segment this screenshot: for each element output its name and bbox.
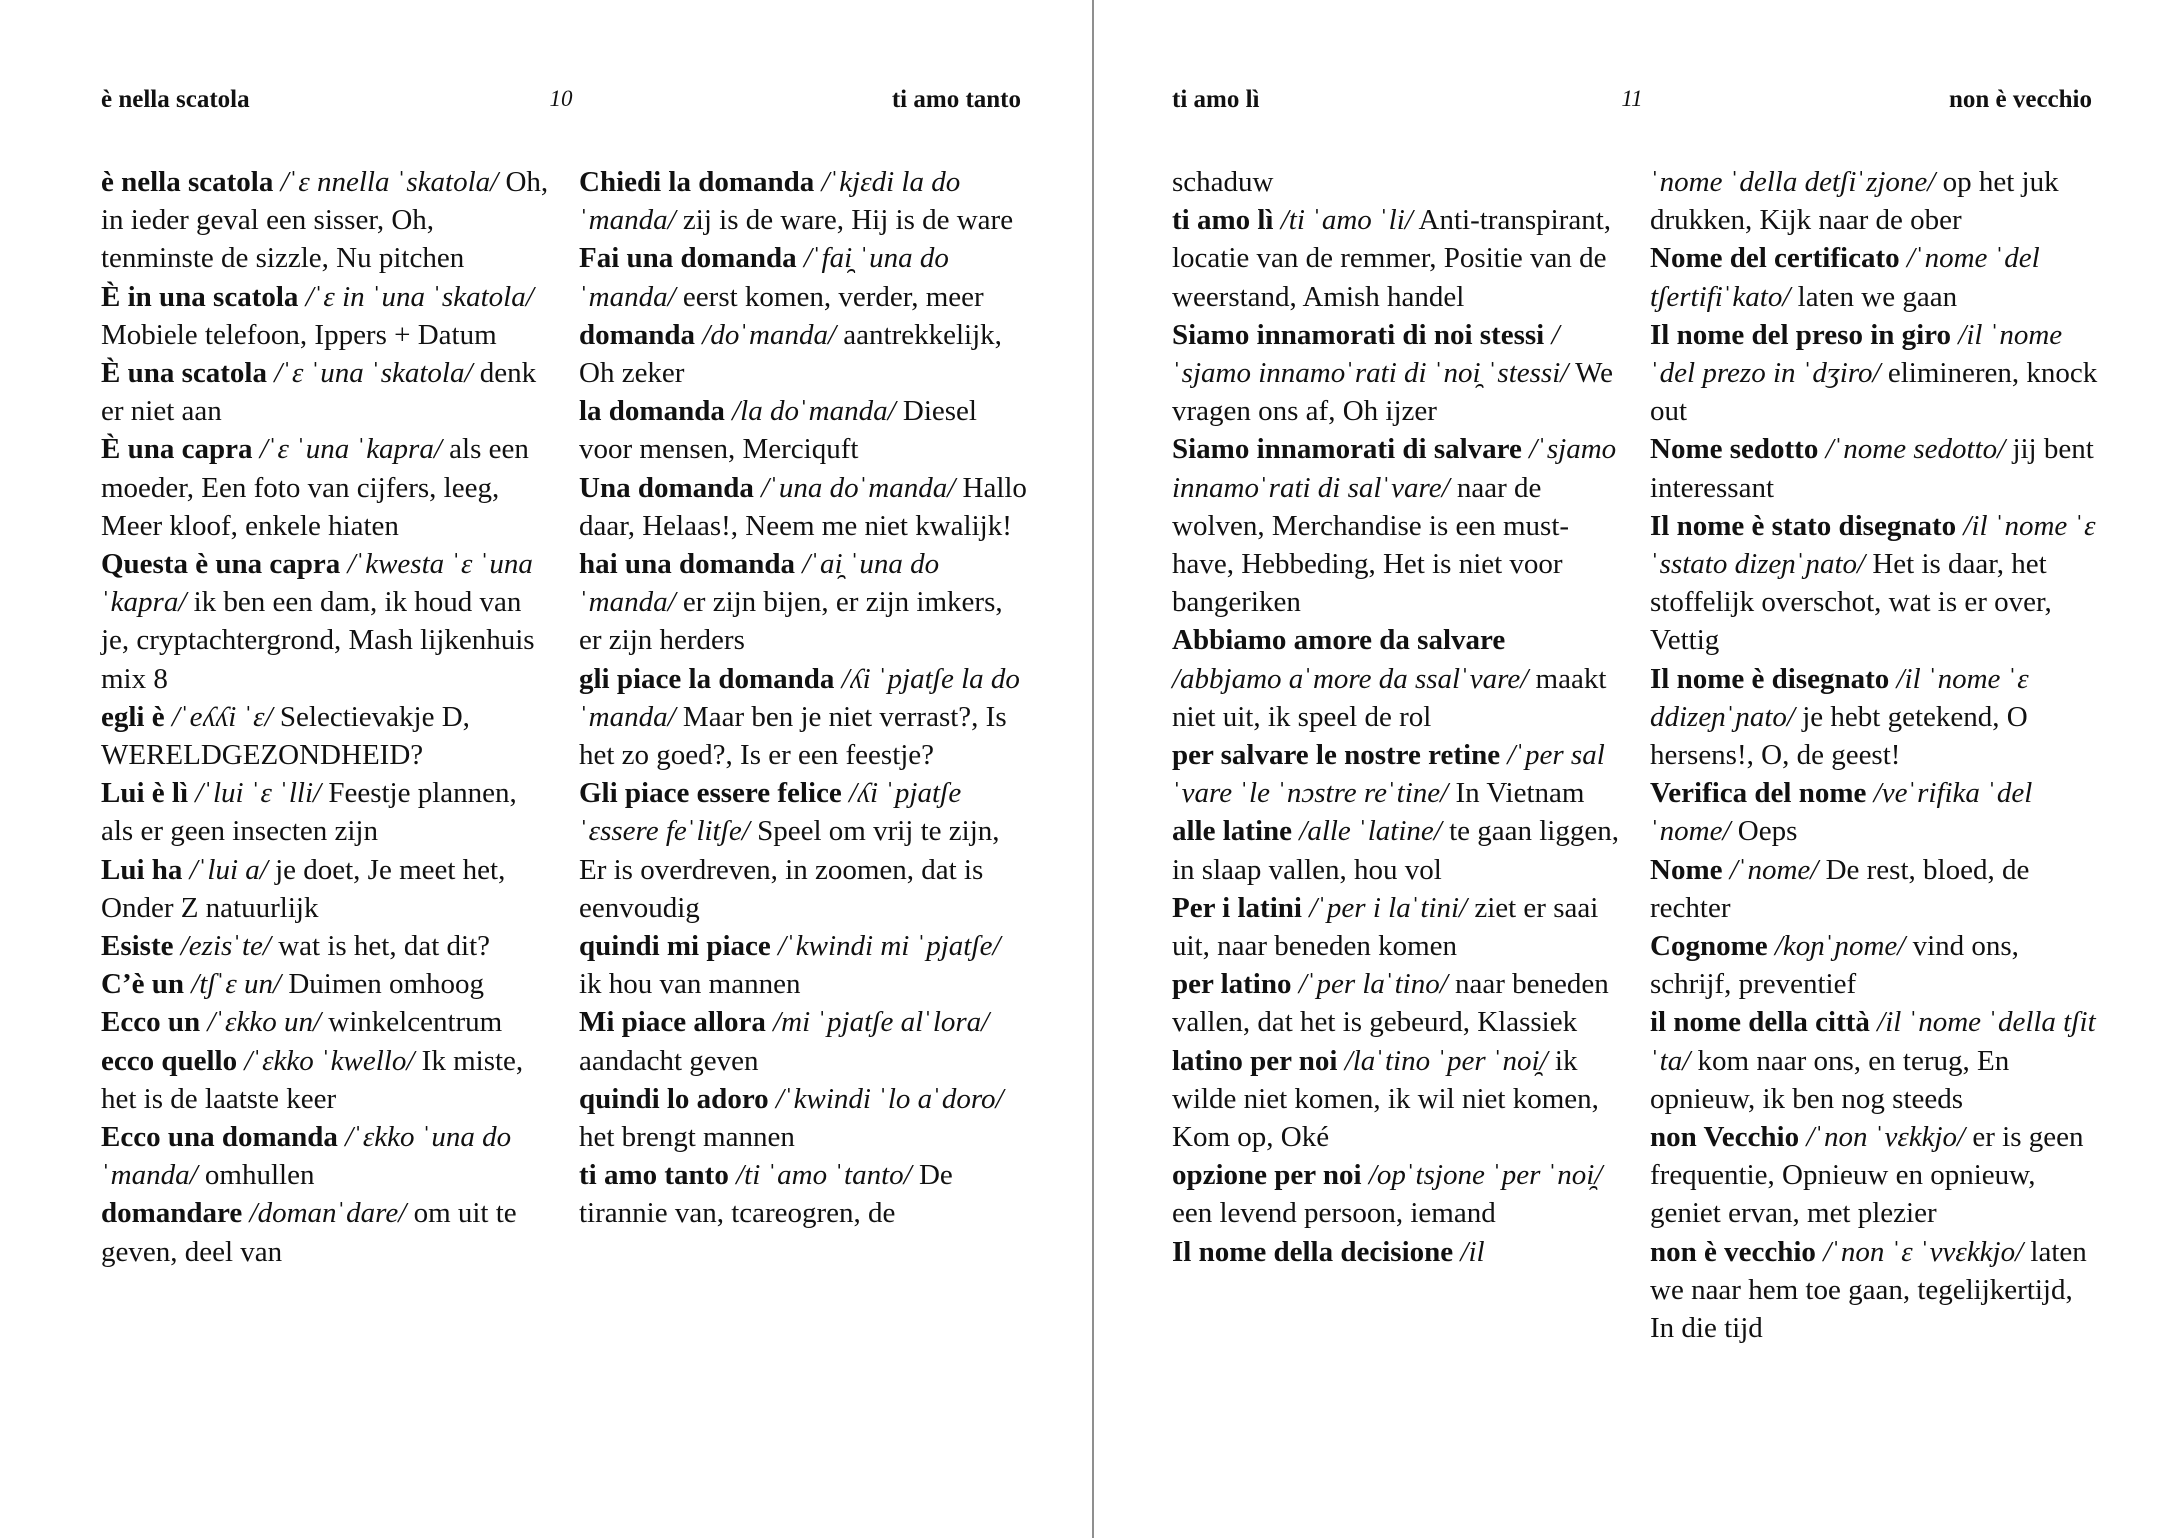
entry-gloss: een levend persoon, iemand [1172,1197,1496,1230]
entry-gloss: te gaan liggen, in slaap vallen, hou vol [1172,815,1619,886]
dictionary-entry [1172,736,1622,812]
entry-headword: hai una domanda [579,548,795,581]
dictionary-entry [1172,889,1622,965]
dictionary-entry [1650,660,2100,775]
dictionary-entry [1650,163,2100,239]
entry-gloss: winkelcentrum [328,1006,503,1039]
entry-headword: C’è un [101,968,184,1001]
dictionary-entry [1172,201,1622,316]
entry-headword: Il nome è disegnato [1650,662,1890,695]
entry-gloss: Ik miste, het is de laatste keer [101,1044,524,1115]
entry-headword: Nome sedotto [1650,433,1819,466]
entry-headword: Lui è lì [101,777,189,810]
entry-headword: ti amo lì [1172,204,1274,237]
entry-gloss: maakt niet uit, ik speel de rol [1172,662,1607,733]
entry-gloss: denk er niet aan [101,357,537,428]
entry-gloss: kom naar ons, en terug, En opnieuw, ik ben nog steeds [1650,1044,2010,1115]
dictionary-entry [101,545,551,698]
entry-gloss: laten we naar hem toe gaan, tegelijkertijd, In die tijd [1650,1235,2087,1345]
entry-pronunciation: /ˈnome/ [1729,853,1819,886]
entry-pronunciation: /mi ˈpjatʃe alˈlora/ [773,1006,990,1039]
entry-pronunciation: /ˈkwindi mi ˈpjatʃe/ [778,930,1001,963]
dictionary-entry [101,163,551,278]
entry-pronunciation: /domanˈdare/ [249,1197,407,1230]
entry-gloss: je doet, Je meet het, Onder Z natuurlijk [101,853,506,924]
column-1 [101,163,551,1271]
entry-pronunciation: /ˈɛkko un/ [207,1006,322,1039]
entry-headword: il nome della città [1650,1006,1870,1039]
dictionary-entry [1650,430,2100,506]
entry-gloss: naar beneden vallen, dat het is gebeurd, Klassiek [1172,968,1609,1039]
entry-headword: È una capra [101,433,253,466]
entry-pronunciation: /ˈeʎʎi ˈɛ/ [171,700,273,733]
entry-headword: Ecco un [101,1006,201,1039]
entry-gloss: je hebt getekend, O hersens!, O, de geest! [1650,700,2028,772]
entry-headword: Siamo innamorati di salvare [1172,433,1522,466]
dictionary-entry [101,927,551,965]
entry-headword: Il nome è stato disegnato [1650,509,1957,542]
entry-headword: gli piace la domanda [579,662,835,695]
column-2 [579,163,1029,1233]
entry-gloss: Oh, in ieder geval een sisser, Oh, tenminste de sizzle, Nu pitchen [101,166,549,275]
entry-pronunciation: /abbjamo aˈmore da ssalˈvare/ [1172,662,1529,695]
entry-gloss: In Vietnam [1455,777,1585,810]
dictionary-entry [579,239,1029,315]
entry-pronunciation: /ˈnome sedotto/ [1825,433,2006,466]
entry-gloss: schaduw [1172,166,1274,198]
dictionary-entry [579,545,1029,660]
dictionary-entry [1650,316,2100,431]
entry-pronunciation: /il ˈnome ˈdel prezo in ˈdʒiro/ [1650,318,2063,390]
dictionary-entry [579,660,1029,775]
entry-pronunciation: /ˈɛ in ˈuna ˈskatola/ [305,280,534,313]
entry-pronunciation: /ʎi ˈpjatʃe ˈɛssere feˈlitʃe/ [579,777,962,848]
entry-pronunciation: /ˈnome ˈdel tʃertifiˈkato/ [1650,242,2040,313]
entry-headword: alle latine [1172,815,1293,848]
dictionary-entry [1650,851,2100,927]
dictionary-entry [1172,430,1622,621]
entry-pronunciation: ˈnome ˈdella detʃiˈzjone/ [1650,166,1936,198]
entry-gloss: eerst komen, verder, meer [682,280,984,313]
entry-pronunciation: /il ˈnome ˈdella tʃitˈta/ [1650,1006,2096,1077]
dictionary-entry [1172,1233,1622,1271]
entry-headword: Nome del certificato [1650,242,1900,275]
entry-gloss: We vragen ons af, Oh ijzer [1172,357,1613,428]
entry-gloss: Anti-transpirant, locatie van de remmer, Positie van de weerstand, Amish handel [1172,204,1611,313]
header-first-entry: ti amo lì [1172,86,1260,113]
left-page [101,0,1027,1538]
entry-headword: per salvare le nostre retine [1172,739,1501,772]
entry-gloss: Duimen omhoog [288,968,485,1001]
entry-gloss: jij bent interessant [1650,433,2094,504]
entry-pronunciation: /ˈuna doˈmanda/ [761,471,956,504]
entry-pronunciation: /ˈnon ˈvɛkkjo/ [1806,1121,1966,1154]
dictionary-entry [101,851,551,927]
dictionary-entry [101,430,551,545]
entry-pronunciation: /ˈɛ ˈuna ˈskatola/ [274,357,473,390]
entry-headword: Per i latini [1172,891,1302,924]
dictionary-entry [1650,507,2100,660]
dictionary-entry [101,1194,551,1270]
entry-gloss: Hallo daar, Helaas!, Neem me niet kwalijk! [579,471,1027,542]
entry-headword: Esiste [101,930,174,963]
dictionary-entry [1650,1233,2100,1348]
entry-gloss: Het is daar, het stoffelijk overschot, wat is er over, Vettig [1650,548,2052,657]
entry-headword: Questa è una capra [101,548,341,581]
entry-headword: quindi mi piace [579,930,771,963]
entry-gloss: om uit te geven, deel van [101,1197,517,1268]
entry-pronunciation: /ˈai̯ ˈuna doˈmanda/ [579,548,940,619]
entry-headword: latino per noi [1172,1044,1338,1077]
entry-headword: Siamo innamorati di noi stessi [1172,318,1545,351]
dictionary-entry [579,469,1029,545]
dictionary-entry [579,1080,1029,1156]
column-4 [1650,163,2100,1347]
entry-gloss: elimineren, knock out [1650,357,2098,428]
entry-headword: la domanda [579,395,725,428]
entry-gloss: wat is het, dat dit? [278,930,491,963]
entry-gloss: als een moeder, Een foto van cijfers, leeg, Meer kloof, enkele hiaten [101,433,529,542]
entry-gloss: Speel om vrij te zijn, Er is overdreven, in zoomen, dat is eenvoudig [579,815,1000,924]
dictionary-entry [101,354,551,430]
entry-gloss: aantrekkelijk, Oh zeker [579,318,1002,390]
page-number: 10 [549,86,573,111]
page-number: 11 [1621,86,1643,111]
dictionary-entry [1172,163,1622,201]
entry-pronunciation: /ˈfai̯ ˈuna doˈmanda/ [579,242,949,313]
entry-headword: Abbiamo amore da salvare [1172,624,1506,657]
header-first-entry: è nella scatola [101,86,250,113]
dictionary-entry [101,278,551,354]
entry-headword: ti amo tanto [579,1159,729,1192]
header-last-entry: non è vecchio [1948,86,2092,113]
entry-gloss: laten we gaan [1797,280,1958,313]
entry-gloss: op het juk drukken, Kijk naar de ober [1650,166,2059,237]
dictionary-entry [1650,1003,2100,1118]
entry-pronunciation: /ʎi ˈpjatʃe la doˈmanda/ [579,662,1020,733]
entry-gloss: De tirannie van, tcareogren, de [579,1159,953,1230]
page-gutter [1092,0,1094,1538]
entry-headword: Il nome del preso in giro [1650,318,1952,351]
entry-gloss: er zijn bijen, er zijn imkers, er zijn herders [579,586,1003,657]
entry-pronunciation: /il [1460,1235,1485,1268]
dictionary-entry [1172,812,1622,888]
dictionary-entry [101,774,551,850]
dictionary-entry [101,1003,551,1041]
dictionary-entry [579,1156,1029,1232]
entry-headword: non è vecchio [1650,1235,1816,1268]
entry-pronunciation: /laˈtino ˈper ˈnoi̯/ [1344,1044,1548,1077]
entry-pronunciation: /ˈkwesta ˈɛ ˈuna ˈkapra/ [101,548,533,619]
entry-gloss: Mobiele telefoon, Ippers + Datum [101,318,497,351]
entry-headword: Cognome [1650,930,1768,963]
dictionary-entry [579,316,1029,392]
dictionary-entry [101,1042,551,1118]
entry-pronunciation: /ti ˈamo ˈtanto/ [736,1159,912,1192]
entry-pronunciation: /tʃˈɛ un/ [191,968,282,1001]
entry-pronunciation: /koɲˈɲome/ [1774,930,1906,963]
entry-headword: È in una scatola [101,280,299,313]
entry-pronunciation: /ˈnon ˈɛ ˈvvɛkkjo/ [1823,1235,2024,1268]
entry-gloss: ik hou van mannen [579,968,801,1001]
entry-pronunciation: /la doˈmanda/ [732,395,896,428]
entry-gloss: Diesel voor mensen, Merciquft [579,395,977,466]
right-page [1172,0,2098,1538]
entry-gloss: omhullen [204,1159,315,1192]
entry-pronunciation: /il ˈnome ˈɛ ˈsstato dizeɲˈɲato/ [1650,509,2096,581]
dictionary-entry [579,392,1029,468]
entry-gloss: naar de wolven, Merchandise is een must-have, Hebbeding, Het is niet voor bangeriken [1172,471,1570,619]
entry-headword: è nella scatola [101,166,274,198]
entry-pronunciation: /ˈper laˈtino/ [1298,968,1448,1001]
entry-headword: Nome [1650,853,1723,886]
entry-pronunciation: /ˈlui ˈɛ ˈlli/ [195,777,322,810]
entry-headword: quindi lo adoro [579,1082,769,1115]
dictionary-entry [1172,316,1622,431]
dictionary-entry [579,774,1029,927]
entry-pronunciation: /ti ˈamo ˈli/ [1280,204,1413,237]
dictionary-entry [1650,239,2100,315]
dictionary-entry [1172,965,1622,1041]
dictionary-entry [1172,1156,1622,1232]
entry-pronunciation: /ˈɛ nnella ˈskatola/ [280,166,499,198]
entry-headword: Fai una domanda [579,242,797,275]
entry-pronunciation: /ˈkwindi ˈlo aˈdoro/ [775,1082,1004,1115]
entry-pronunciation: /opˈtsjone ˈper ˈnoi̯/ [1368,1159,1603,1192]
dictionary-entry [101,965,551,1003]
entry-pronunciation: /ˈsjamo innamoˈrati di salˈvare/ [1172,433,1617,504]
entry-headword: opzione per noi [1172,1159,1362,1192]
entry-headword: ecco quello [101,1044,238,1077]
entry-headword: non Vecchio [1650,1121,1800,1154]
entry-pronunciation: /il ˈnome ˈɛ ddizeɲˈɲato/ [1650,662,2029,733]
entry-pronunciation: /ˈɛ ˈuna ˈkapra/ [259,433,442,466]
entry-gloss: zij is de ware, Hij is de ware [682,204,1014,237]
entry-gloss: het brengt mannen [579,1121,795,1154]
entry-headword: Verifica del nome [1650,777,1867,810]
entry-gloss: Selectievakje D, WERELDGEZONDHEID? [101,700,470,772]
column-3 [1172,163,1622,1271]
dictionary-entry [101,698,551,774]
entry-pronunciation: /ˈper salˈvare ˈle ˈnɔstre reˈtine/ [1172,739,1605,810]
entry-headword: domandare [101,1197,243,1230]
entry-headword: Il nome della decisione [1172,1235,1454,1268]
entry-gloss: er is geen frequentie, Opnieuw en opnieuw, geniet ervan, met plezier [1650,1121,2084,1230]
entry-headword: Ecco una domanda [101,1121,338,1154]
entry-gloss: Maar ben je niet verrast?, Is het zo goed?, Is er een feestje? [579,700,1007,772]
entry-pronunciation: /ˈlui a/ [189,853,268,886]
header-last-entry: ti amo tanto [891,86,1021,113]
entry-gloss: ziet er saai uit, naar beneden komen [1172,891,1599,963]
entry-gloss: De rest, bloed, de rechter [1650,853,2030,924]
entry-headword: domanda [579,318,696,351]
dictionary-entry [579,1003,1029,1079]
dictionary-entry [1650,927,2100,1003]
entry-pronunciation: /ˈper i laˈtini/ [1309,891,1468,924]
entry-pronunciation: /ˈɛkko ˈkwello/ [244,1044,415,1077]
dictionary-entry [579,163,1029,239]
entry-gloss: vind ons, schrijf, preventief [1650,930,2019,1001]
entry-gloss: ik wilde niet komen, ik wil niet komen, Kom op, Oké [1172,1044,1599,1154]
entry-gloss: ik ben een dam, ik houd van je, cryptachtergrond, Mash lijkenhuis mix 8 [101,586,535,695]
entry-gloss: aandacht geven [579,1044,759,1077]
running-head [1172,86,2092,126]
entry-pronunciation: /alle ˈlatine/ [1299,815,1442,848]
entry-pronunciation: /ˈsjamo innamoˈrati di ˈnoi̯ ˈstessi/ [1172,318,1569,390]
entry-headword: Mi piace allora [579,1006,766,1039]
entry-pronunciation: /ˈɛkko ˈuna doˈmanda/ [101,1121,512,1192]
entry-headword: Gli piace essere felice [579,777,842,810]
entry-headword: È una scatola [101,357,267,390]
dictionary-entry [101,1118,551,1194]
dictionary-entry [1172,1042,1622,1157]
entry-headword: per latino [1172,968,1292,1001]
entry-pronunciation: /ezisˈte/ [180,930,271,963]
entry-headword: Lui ha [101,853,183,886]
dictionary-entry [1650,774,2100,850]
entry-pronunciation: /ˈkjɛdi la doˈmanda/ [579,166,961,237]
entry-headword: egli è [101,700,165,733]
dictionary-entry [1650,1118,2100,1233]
entry-pronunciation: /doˈmanda/ [702,318,837,351]
entry-headword: Una domanda [579,471,754,504]
dictionary-entry [579,927,1029,1003]
entry-gloss: Feestje plannen, als er geen insecten zijn [101,777,517,848]
entry-gloss: Oeps [1737,815,1798,848]
entry-headword: Chiedi la domanda [579,166,815,198]
dictionary-entry [1172,621,1622,736]
entry-pronunciation: /veˈrifika ˈdel ˈnome/ [1650,777,2033,848]
running-head [101,86,1021,126]
